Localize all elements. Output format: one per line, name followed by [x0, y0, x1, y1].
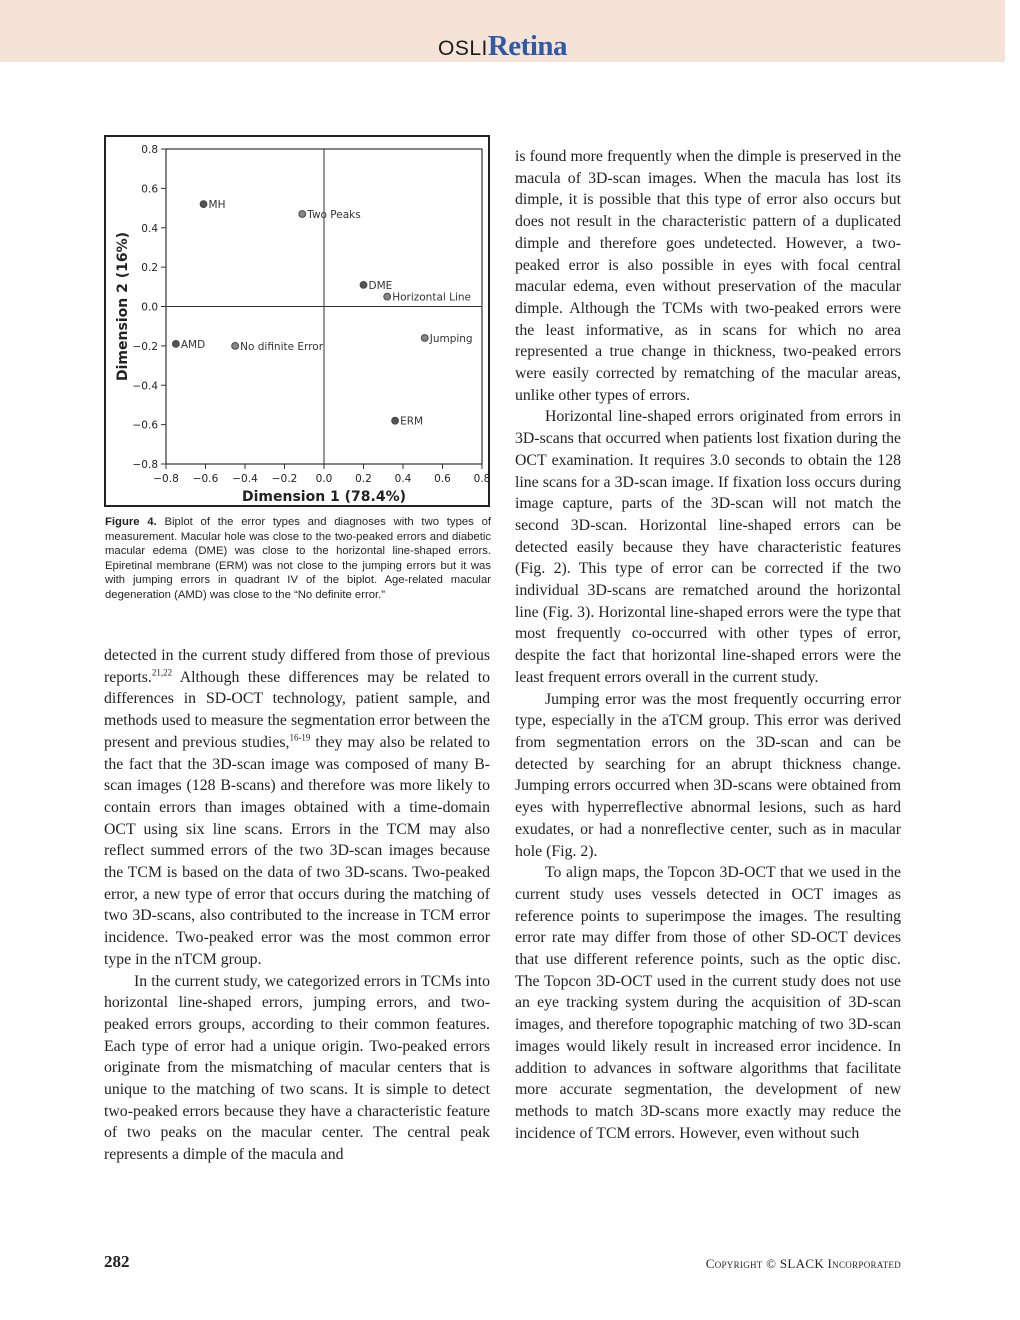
- y-axis-label: Dimension 2 (16%): [115, 232, 131, 381]
- point-label: AMD: [180, 338, 206, 351]
- y-tick-label: 0.8: [141, 144, 158, 156]
- reference-superscript: 16-19: [289, 732, 311, 743]
- figure-caption: [105, 515, 491, 603]
- x-tick-label: −0.6: [192, 473, 219, 485]
- right-column: [515, 146, 901, 1144]
- y-tick-label: 0.6: [141, 183, 158, 196]
- x-tick-label: 0.8: [473, 473, 491, 485]
- y-tick-label: −0.6: [132, 419, 158, 432]
- journal-logo: [0, 30, 1005, 63]
- right-paragraph-2: Horizontal line-shaped errors originated from errors in 3D-scans that occurred when patients lost fixation during the OCT examination. It requires 3.0 seconds to obtain the 128 line scans for a 3D-scan image. If fixation loss occurs during image capture, parts of the 3D-scan will not match the second 3D-scan. Horizontal line-shaped errors can be detected easily because they have characteristic features (Fig. 2). This type of error can be corrected if the two individual 3D-scans are rematched around the horizontal line (Fig. 3). Horizontal line-shaped errors were the type that most frequently co-occurred with other types of error, despite the fact that horizontal line-shaped errors were the least frequent errors overall in the current study.: [515, 408, 901, 686]
- x-tick-label: 0.0: [315, 473, 333, 485]
- x-tick-label: −0.2: [271, 473, 298, 485]
- left-p1-text-a: detected in the current study differed from those of previous reports.: [104, 647, 490, 686]
- right-paragraph-4: To align maps, the Topcon 3D-OCT that we used in the current study uses vessels detected in OCT images as reference points to superimpose the images. The resulting error rate may differ from those of other SD-OCT devices that use different reference points, such as the optic disc. The Topcon 3D-OCT used in the current study does not use an eye tracking system during the acquisition of 3D-scan images, and therefore topographic matching of two 3D-scan images would likely result in increased error incidence. In addition to advances in software algorithms that facilitate more accurate segmentation, the development of new methods to match 3D-scans more exactly may reduce the incidence of TCM errors. However, even without such: [515, 864, 901, 1142]
- data-point-jumping: [421, 335, 428, 342]
- point-label: Horizontal Line: [392, 291, 472, 304]
- x-tick-label: 0.4: [394, 473, 412, 485]
- point-label: Jumping: [429, 333, 473, 345]
- data-point-two-peaks: [299, 211, 306, 218]
- point-label: MH: [208, 199, 226, 212]
- data-point-horizontal-line: [384, 293, 391, 300]
- data-point-erm: [392, 417, 399, 424]
- x-tick-label: 0.6: [434, 473, 451, 485]
- x-axis-label: Dimension 1 (78.4%): [241, 489, 407, 505]
- data-point-no-difinite-error: [232, 342, 239, 349]
- y-tick-label: 0.2: [141, 262, 158, 275]
- right-paragraph-3: Jumping error was the most frequently occurring error type, especially in the aTCM group. This error was derived from segmentation errors on the 3D-scan and can be detected by searching for an abrupt thickness change. Jumping errors occurred when 3D-scans were obtained from eyes with hyperreflective abnormal lesions, such as hard exudates, or had a nonreflective center, such as in macular hole (Fig. 2).: [515, 690, 901, 860]
- y-tick-label: −0.8: [132, 459, 158, 471]
- y-tick-label: 0.0: [141, 301, 158, 314]
- x-tick-label: 0.2: [355, 473, 372, 485]
- journal-header: [0, 0, 1005, 62]
- data-point-mh: [200, 201, 207, 208]
- biplot-chart: [106, 137, 491, 505]
- logo-main: Retina: [487, 30, 568, 62]
- left-p1-text-b: Although these differences may be related to differences in SD-OCT technology, patient sample, and methods used to measure the segmentation error between the present and previous studies,: [104, 668, 490, 751]
- left-paragraph-1: [104, 645, 490, 971]
- point-label: Two Peaks: [307, 208, 361, 221]
- y-tick-label: −0.4: [132, 380, 158, 393]
- figure-caption-text: Biplot of the error types and diagnoses with two types of measurement. Macular hole was close to the two-peaked errors and diabetic macular edema (DME) was close to the horizontal line-shaped errors. Epiretinal membrane (ERM) was not close to the jumping errors but it was with jumping errors in quadrant IV of the biplot. Age-related macular degeneration (AMD) was close to the “No definite error.”: [105, 516, 491, 601]
- figure-4: [104, 135, 490, 507]
- point-label: ERM: [400, 415, 424, 428]
- point-label: DME: [368, 279, 393, 292]
- data-point-amd: [172, 341, 179, 348]
- x-tick-label: −0.8: [153, 473, 179, 485]
- left-p1-text-c: they may also be related to the fact that the 3D-scan image was composed of many B-scan images (128 B-scans) and therefore was more likely to contain errors than images obtained with a time-domain OCT using six line scans. Errors in the TCM may also reflect summed errors of the two 3D-scan images because the TCM is based on the data of two 3D-scans. Two-peaked error, a new type of error that occurs during the matching of two 3D-scans, also contributed to the increase in TCM error incidence. Two-peaked error was the most common error type in the nTCM group.: [104, 733, 490, 968]
- reference-superscript: 21,22: [151, 667, 173, 678]
- figure-caption-label: Figure 4.: [105, 516, 157, 528]
- point-label: No difinite Error: [240, 340, 324, 353]
- copyright-notice: Copyright © SLACK Incorporated: [705, 1256, 901, 1271]
- y-tick-label: 0.4: [141, 222, 158, 235]
- right-paragraph-1: is found more frequently when the dimple is preserved in the macula of 3D-scan images. When the macula has lost its dimple, it is possible that this type of error also occurs but does not result in the characteristic pattern of a duplicated dimple and therefore goes undetected. However, a two-peaked error is also possible in eyes with focal central macular edema, even without preservation of the macular dimple. Although the TCMs with two-peaked errors were the least informative, as in scans for which no area represented a true change in thickness, two-peaked errors were easily corrected by rematching of the macular areas, unlike other types of errors.: [515, 148, 901, 404]
- page-number: 282: [104, 1252, 130, 1271]
- left-column: [104, 645, 490, 1166]
- x-tick-label: −0.4: [232, 473, 258, 485]
- data-point-dme: [360, 281, 367, 288]
- logo-prefix: OSLI: [437, 37, 488, 60]
- left-paragraph-2: In the current study, we categorized errors in TCMs into horizontal line-shaped errors, jumping errors, and two-peaked errors groups, according to their common features. Each type of error had a unique origin. Two-peaked errors originate from the mismatching of macular centers that is unique to the matching of two scans. It is simple to detect two-peaked errors because they have a characteristic feature of two peaks on the macular center. The central peak represents a dimple of the macula and: [104, 972, 490, 1164]
- y-tick-label: −0.2: [132, 340, 158, 353]
